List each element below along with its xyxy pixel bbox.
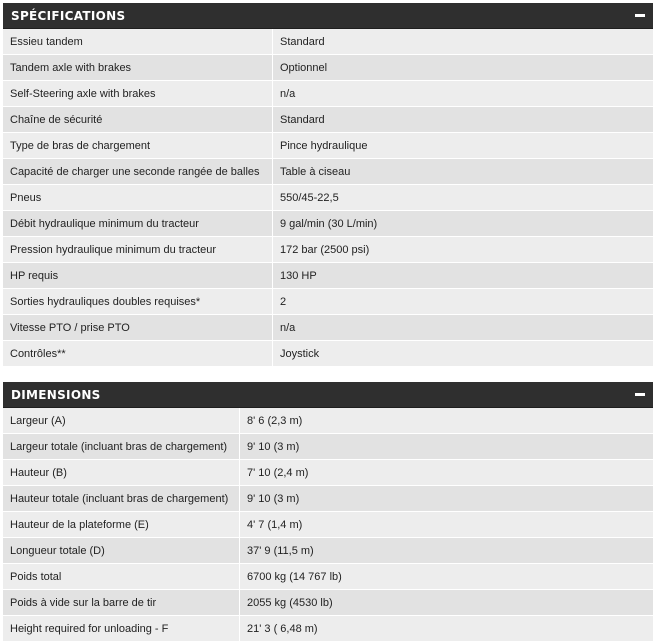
row-value: 130 HP — [273, 263, 653, 288]
row-label: Longueur totale (D) — [3, 538, 240, 563]
row-value: 4' 7 (1,4 m) — [240, 512, 653, 537]
table-row — [3, 590, 653, 616]
row-label: Poids total — [3, 564, 240, 589]
row-label: Essieu tandem — [3, 29, 273, 54]
row-value: Joystick — [273, 341, 653, 366]
table-row — [3, 486, 653, 512]
row-label: Sorties hydrauliques doubles requises* — [3, 289, 273, 314]
row-label: HP requis — [3, 263, 273, 288]
row-label: Largeur totale (incluant bras de chargement) — [3, 434, 240, 459]
table-row — [3, 263, 653, 289]
table-row — [3, 289, 653, 315]
table-row — [3, 133, 653, 159]
row-label: Self-Steering axle with brakes — [3, 81, 273, 106]
dimensions-table — [3, 408, 653, 642]
minus-icon[interactable] — [635, 393, 645, 396]
row-value: Optionnel — [273, 55, 653, 80]
row-value: 6700 kg (14 767 lb) — [240, 564, 653, 589]
minus-icon[interactable] — [635, 14, 645, 17]
table-row — [3, 211, 653, 237]
table-row — [3, 55, 653, 81]
row-value: Standard — [273, 29, 653, 54]
row-label: Capacité de charger une seconde rangée de balles — [3, 159, 273, 184]
row-value: 37' 9 (11,5 m) — [240, 538, 653, 563]
row-label: Chaîne de sécurité — [3, 107, 273, 132]
row-value: 9' 10 (3 m) — [240, 486, 653, 511]
dimensions-title: DIMENSIONS — [11, 387, 101, 402]
table-row — [3, 81, 653, 107]
row-value: 8' 6 (2,3 m) — [240, 408, 653, 433]
specifications-table — [3, 29, 653, 367]
row-label: Débit hydraulique minimum du tracteur — [3, 211, 273, 236]
table-row — [3, 159, 653, 185]
row-value: 9 gal/min (30 L/min) — [273, 211, 653, 236]
table-row — [3, 107, 653, 133]
specifications-header[interactable] — [3, 3, 653, 29]
table-row — [3, 315, 653, 341]
row-label: Height required for unloading - F — [3, 616, 240, 641]
row-label: Type de bras de chargement — [3, 133, 273, 158]
row-value: Standard — [273, 107, 653, 132]
table-row — [3, 512, 653, 538]
table-row — [3, 237, 653, 263]
row-value: Pince hydraulique — [273, 133, 653, 158]
table-row — [3, 616, 653, 642]
row-label: Tandem axle with brakes — [3, 55, 273, 80]
row-value: 550/45-22,5 — [273, 185, 653, 210]
specifications-panel — [3, 3, 653, 367]
row-value: 21' 3 ( 6,48 m) — [240, 616, 653, 641]
row-value: n/a — [273, 81, 653, 106]
dimensions-header[interactable] — [3, 382, 653, 408]
table-row — [3, 538, 653, 564]
row-value: 2 — [273, 289, 653, 314]
row-label: Hauteur totale (incluant bras de chargement) — [3, 486, 240, 511]
row-value: Table à ciseau — [273, 159, 653, 184]
table-row — [3, 564, 653, 590]
table-row — [3, 408, 653, 434]
row-label: Hauteur de la plateforme (E) — [3, 512, 240, 537]
row-value: 2055 kg (4530 lb) — [240, 590, 653, 615]
row-label: Poids à vide sur la barre de tir — [3, 590, 240, 615]
row-label: Contrôles** — [3, 341, 273, 366]
table-row — [3, 434, 653, 460]
row-value: 172 bar (2500 psi) — [273, 237, 653, 262]
table-row — [3, 460, 653, 486]
dimensions-panel — [3, 382, 653, 642]
row-label: Vitesse PTO / prise PTO — [3, 315, 273, 340]
row-value: n/a — [273, 315, 653, 340]
row-label: Pression hydraulique minimum du tracteur — [3, 237, 273, 262]
row-label: Largeur (A) — [3, 408, 240, 433]
table-row — [3, 341, 653, 367]
table-row — [3, 185, 653, 211]
table-row — [3, 29, 653, 55]
row-label: Pneus — [3, 185, 273, 210]
row-label: Hauteur (B) — [3, 460, 240, 485]
row-value: 9' 10 (3 m) — [240, 434, 653, 459]
specifications-title: SPÉCIFICATIONS — [11, 8, 126, 23]
row-value: 7' 10 (2,4 m) — [240, 460, 653, 485]
